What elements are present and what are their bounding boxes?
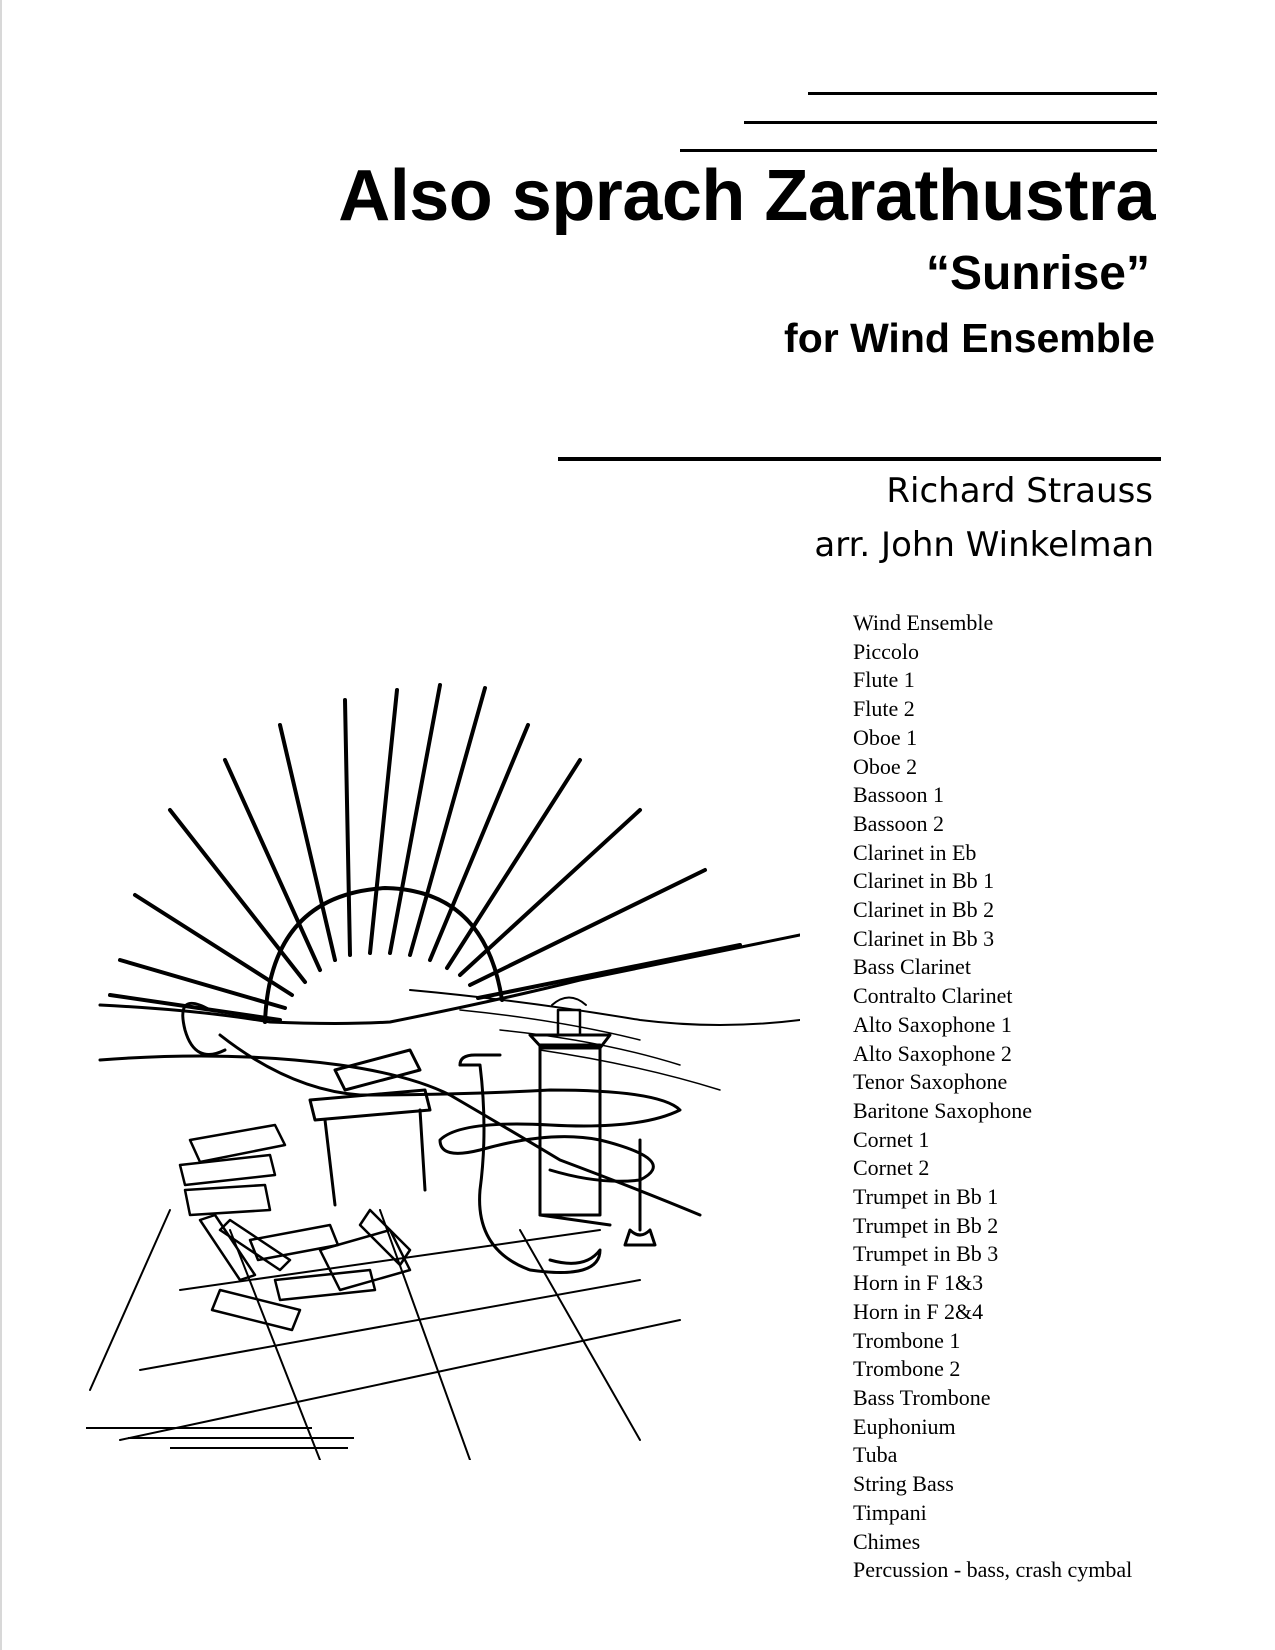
sunrise-scroll-books-illustration [80,670,800,1460]
page-edge [0,0,2,1650]
footer-rule-middle [128,1437,354,1439]
instrument-item: Trombone 2 [853,1356,961,1382]
book-pile [180,1125,410,1330]
title-rule-middle [744,121,1157,124]
instrument-item: Clarinet in Bb 1 [853,868,995,894]
instrument-item: Cornet 1 [853,1126,930,1152]
page-subtitle: “Sunrise” [925,247,1150,300]
instrument-item: Oboe 2 [853,753,918,779]
instrument-item: Oboe 1 [853,724,918,750]
arranger-name: arr. John Winkelman [814,525,1154,565]
instrument-item: Wind Ensemble [853,610,994,635]
instrument-item: Contralto Clarinet [853,983,1013,1009]
title-rule-bottom [680,149,1157,152]
instrument-item: Chimes [853,1528,921,1554]
sea [410,990,800,1025]
instrument-item: Euphonium [853,1413,956,1439]
pedestal [540,1045,600,1215]
instrument-item: Tuba [853,1442,898,1468]
instrument-item: Trumpet in Bb 1 [853,1184,999,1210]
instrument-item: Baritone Saxophone [853,1097,1033,1123]
instrument-item: Clarinet in Bb 2 [853,897,995,923]
instrument-item: Timpani [853,1499,927,1525]
instrument-item: Trumpet in Bb 3 [853,1241,999,1267]
author-rule [558,457,1161,461]
instrument-item: Bass Clarinet [853,954,971,980]
instrument-item: Alto Saxophone 2 [853,1040,1012,1066]
footer-rule-bottom [170,1447,348,1449]
instrument-item: Bassoon 2 [853,810,945,836]
sun-disc [265,888,502,1022]
wind-swirl [183,1003,680,1181]
instrumentation-list [853,609,1132,1585]
near-hill [100,1056,700,1215]
instrument-item: Bass Trombone [853,1384,991,1410]
instrument-item: Trumpet in Bb 2 [853,1212,999,1238]
instrument-item: Trombone 1 [853,1327,961,1353]
instrument-item: Alto Saxophone 1 [853,1011,1012,1037]
composer-name: Richard Strauss [886,471,1153,511]
instrument-item: Clarinet in Bb 3 [853,925,995,951]
instrument-item: Horn in F 1&3 [853,1270,984,1296]
page-title: Also sprach Zarathustra [338,156,1155,236]
floor-tiles [90,1210,680,1460]
instrument-item: Tenor Saxophone [853,1069,1008,1095]
sun-rays [110,685,740,1020]
instrument-item: Horn in F 2&4 [853,1298,984,1324]
instrument-item: Percussion - bass, crash cymbal [853,1557,1133,1583]
instrument-item: Flute 2 [853,696,915,722]
instrument-item: String Bass [853,1471,954,1497]
candlestick [625,1140,655,1245]
footer-rule-top [86,1427,312,1429]
title-rule-top [808,92,1157,95]
instrument-item: Clarinet in Eb [853,839,977,865]
instrument-item: Flute 1 [853,667,915,693]
instrument-item: Bassoon 1 [853,782,945,808]
ensemble-label: for Wind Ensemble [784,315,1155,361]
instrument-item: Piccolo [853,638,919,664]
instrument-item: Cornet 2 [853,1155,930,1181]
